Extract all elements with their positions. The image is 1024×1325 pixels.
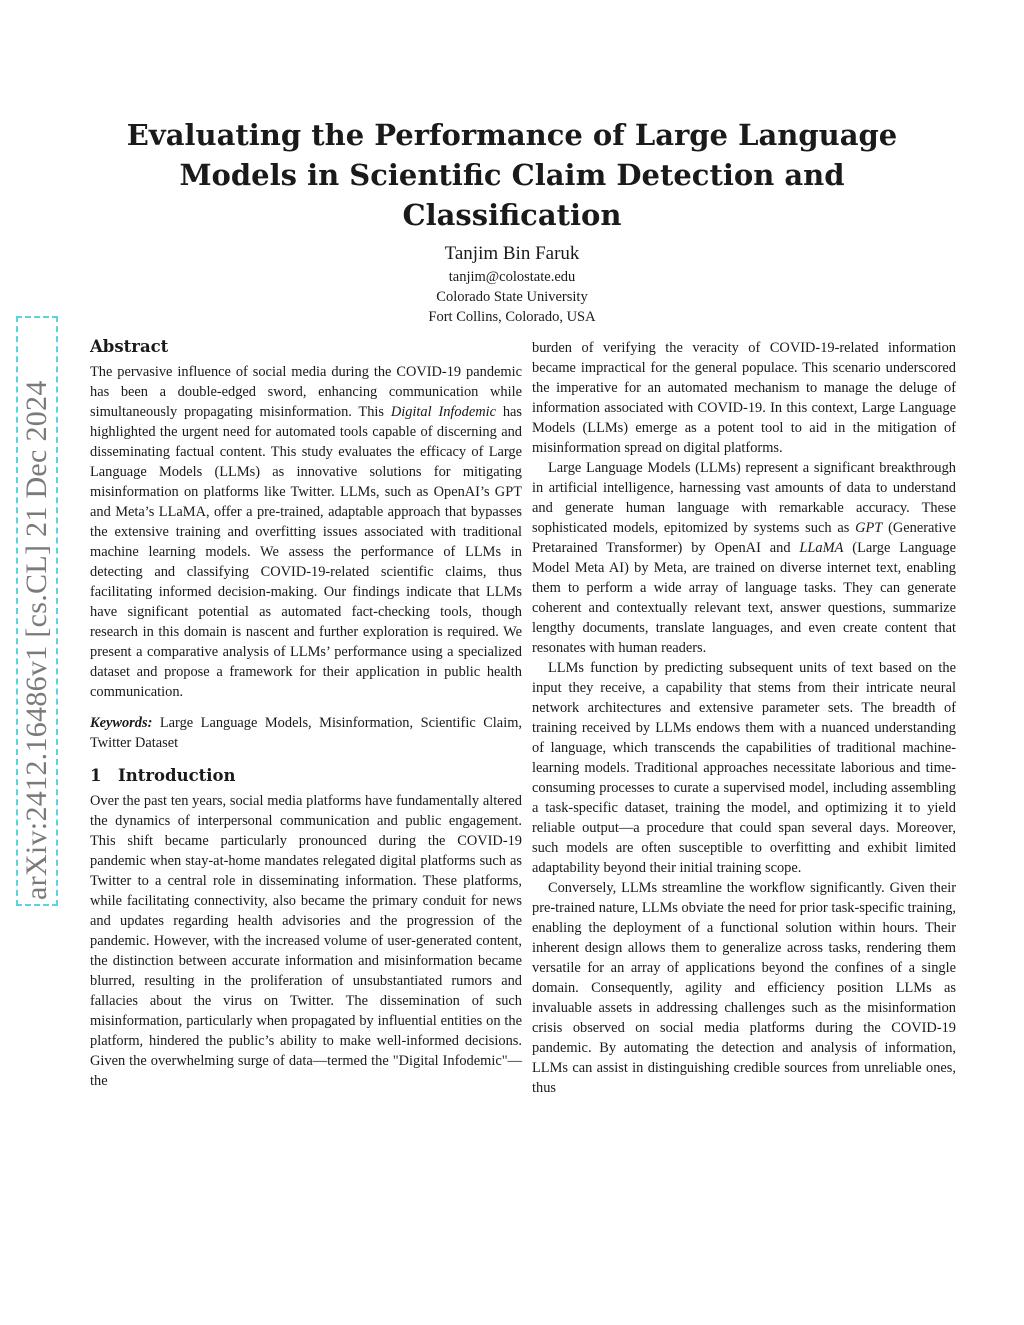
keywords-text: Large Language Models, Misinformation, Scientific Claim, Twitter Dataset — [90, 715, 522, 751]
abstract-text-part2: has highlighted the urgent need for automated tools capable of discerning and disseminating factual content. This study evaluates the efficacy of Large Language Models (LLMs) as innovative solutions for mitigating misinformation on platforms like Twitter. LLMs, such as OpenAI’s GPT and Meta’s LLaMA, offer a pre-trained, adaptable approach that bypasses the extensive training and overfitting issues associated with traditional machine learning models. We assess the performance of LLMs in detecting and classifying COVID-19-related scientific claims, thus facilitating informed decision-making. Our findings indicate that LLMs have significant potential as automated fact-checking tools, though research in this domain is nascent and further exploration is required. We present a comparative analysis of LLMs’ performance using a specialized dataset and propose a framework for their application in public health communication. — [90, 404, 523, 700]
abstract-text-part1: The pervasive influence of social media during the COVID-19 pandemic has been a double-edged sword, enhancing communication while simultaneously propagating misinformation. This — [90, 364, 522, 420]
paper-title: Evaluating the Performance of Large Language Models in Scientific Claim Detection and Classification — [126, 118, 898, 232]
gpt-emphasis: GPT — [855, 520, 883, 536]
keywords-label: Keywords: — [90, 715, 153, 731]
intro-paragraph-1: Over the past ten years, social media platforms have fundamentally altered the dynamics of interpersonal communication and public engagement. This shift became particularly pronounced during the COVID-19 pandemic when stay-at-home mandates relegated digital platforms such as Twitter to a central role in disseminating information. These platforms, while facilitating connectivity, also became the primary conduit for news and updates regarding health advisories and the progression of the pandemic. However, with the increased volume of user-generated content, the distinction between accurate information and misinformation became blurred, resulting in the proliferation of unsubstantiated rumors and fallacies about the virus on Twitter. The dissemination of such misinformation, particularly when propagated by influential entities on the platform, hindered the public’s ability to make well-informed decisions. Given the overwhelming surge of data—termed the "Digital Infodemic"—the — [90, 793, 522, 1089]
abstract-emphasis: Digital Infodemic — [390, 404, 496, 420]
para2-text-a: Large Language Models (LLMs) represent a significant breakthrough in artificial intelligence, harnessing vast amounts of data to understand and generate human language with remarkable accuracy. These sophisticated models, epitomized by systems such as — [532, 460, 956, 536]
llama-emphasis: LLaMA — [799, 540, 844, 556]
section-title: Introduction — [118, 766, 236, 785]
keywords-paragraph — [90, 713, 522, 753]
arxiv-identifier[interactable]: arXiv:2412.16486v1 [cs.CL] 21 Dec 2024 — [20, 380, 53, 900]
para2-text-c: (Large Language Model Meta AI) by Meta, are trained on diverse internet text, enabling them to perform a wide array of language tasks. They can generate coherent and contextually relevant text, answer questions, summarize lengthy documents, translate languages, and even create content that resonates with human readers. — [532, 540, 956, 656]
abstract-heading: Abstract — [90, 337, 169, 356]
author-affiliation: Colorado State University — [436, 289, 588, 305]
intro-paragraph-2 — [532, 458, 956, 658]
left-column — [90, 336, 522, 1091]
introduction-heading — [90, 765, 522, 787]
author-block — [312, 241, 712, 327]
abstract-paragraph — [90, 362, 522, 702]
intro-paragraph-1-continued: burden of verifying the veracity of COVID-19-related information became impractical for the general populace. This scenario underscored the imperative for an automated mechanism to manage the deluge of information associated with COVID-19. In this context, Large Language Models (LLMs) emerge as a potent tool to aid in the mitigation of misinformation spread on digital platforms. — [532, 340, 956, 456]
right-column — [532, 338, 956, 1098]
author-email[interactable]: tanjim@colostate.edu — [448, 269, 576, 285]
intro-paragraph-4: Conversely, LLMs streamline the workflow significantly. Given their pre-trained nature, LLMs obviate the need for prior task-specific training, enabling the deployment of a functional solution within hours. Their inherent design allows them to generalize across tasks, rendering them versatile for an array of applications beyond the confines of a single domain. Consequently, agility and efficiency position LLMs as invaluable assets in addressing challenges such as the misinformation crisis observed on social media platforms during the COVID-19 pandemic. By automating the detection and analysis of information, LLMs can assist in distinguishing credible sources from unreliable ones, thus — [532, 880, 956, 1096]
section-number: 1 — [90, 766, 102, 785]
para2-text-b: (Generative Pretarained Transformer) by OpenAI and — [532, 520, 956, 556]
intro-paragraph-3: LLMs function by predicting subsequent units of text based on the input they receive, a capability that stems from their intricate neural network architectures and extensive parameter sets. The breadth of training received by LLMs endows them with a nuanced understanding of language, which transcends the capabilities of traditional machine-learning models. Traditional approaches necessitate laborious and time-consuming processes to curate a supervised model, including assembling a task-specific dataset, training the model, and optimizing it to yield reliable output—a procedure that could span several days. Moreover, such models are often susceptible to overfitting and exhibit limited adaptability beyond their initial training scope. — [532, 660, 956, 876]
author-location: Fort Collins, Colorado, USA — [428, 309, 596, 325]
author-name: Tanjim Bin Faruk — [444, 243, 580, 264]
